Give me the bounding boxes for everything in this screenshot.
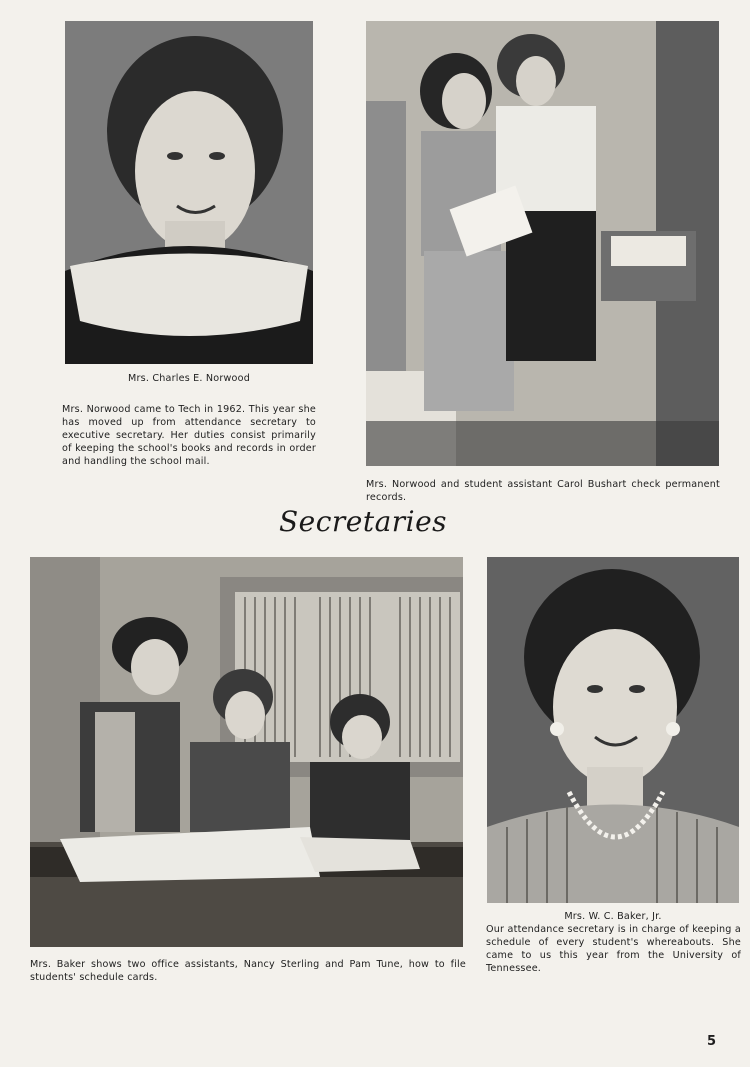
office-photo-caption: Mrs. Baker shows two office assistants, Nancy Sterling and Pam Tune, how to file students' schedule cards.: [30, 959, 466, 983]
records-photo-caption: Mrs. Norwood and student assistant Carol Bushart check permanent records.: [366, 479, 720, 503]
portrait-norwood-photo: [65, 21, 313, 364]
records-check-photo: [366, 21, 719, 466]
baker-name: Mrs. W. C. Baker, Jr.: [564, 911, 662, 922]
page-heading: Secretaries: [278, 505, 448, 538]
office-assistants-photo: [30, 557, 463, 947]
norwood-name: Mrs. Charles E. Norwood: [128, 373, 250, 384]
page-number: 5: [706, 1034, 716, 1049]
baker-bio: Our attendance secretary is in charge of keeping a schedule of every student's whereabouts. She came to us this year from the University of Tennessee.: [486, 924, 741, 974]
portrait-baker-photo: [487, 557, 739, 903]
norwood-bio: Mrs. Norwood came to Tech in 1962. This year she has moved up from attendance secretary to executive secretary. Her duties consist primarily of keeping the school's books and records in order and handling the school mail.: [62, 404, 316, 467]
